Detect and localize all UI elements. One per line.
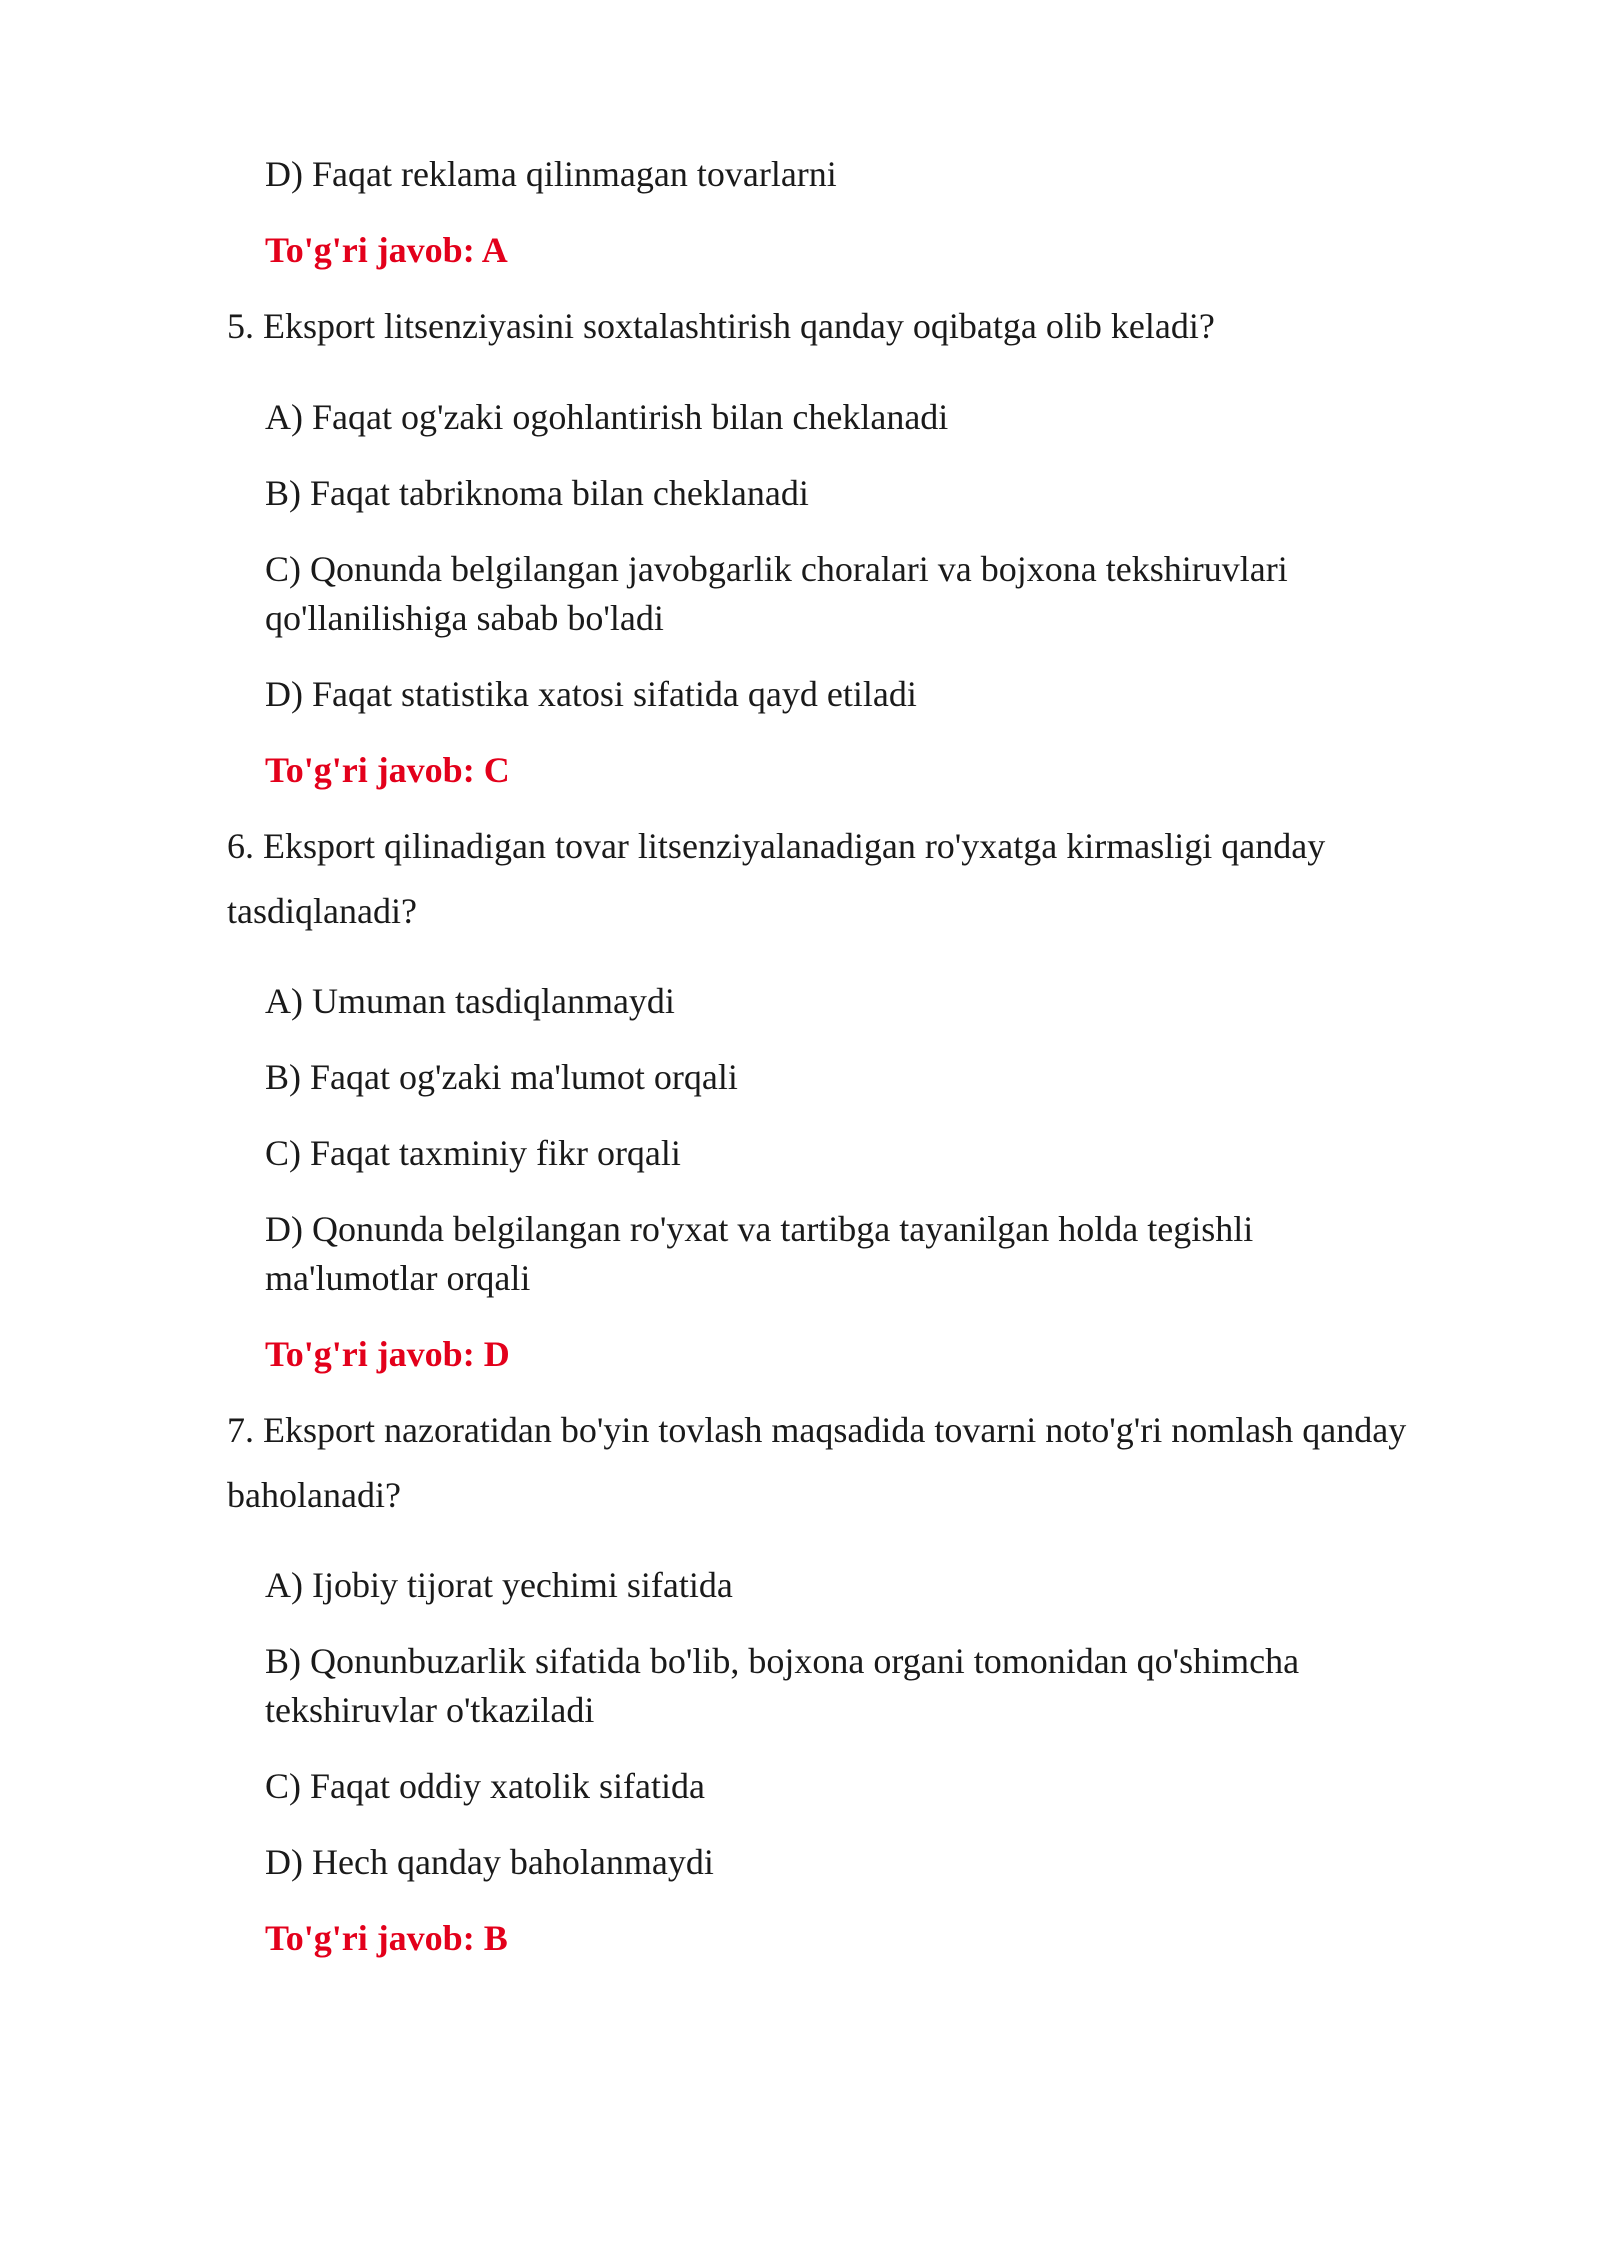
option-text: A) Faqat og'zaki ogohlantirish bilan cheklanadi: [265, 397, 949, 437]
option-text-continued: qo'llanilishiga sabab bo'ladi: [265, 598, 664, 638]
question-text-continued: baholanadi?: [227, 1475, 401, 1515]
option-text: D) Faqat reklama qilinmagan tovarlarni: [265, 154, 837, 194]
option-text: C) Faqat oddiy xatolik sifatida: [265, 1766, 705, 1806]
question-text: 7. Eksport nazoratidan bo'yin tovlash maqsadida tovarni noto'g'ri nomlash qanday: [227, 1410, 1407, 1450]
question-text-continued: tasdiqlanadi?: [227, 891, 417, 931]
option-text: D) Faqat statistika xatosi sifatida qayd etiladi: [265, 674, 917, 714]
option-text: A) Ijobiy tijorat yechimi sifatida: [265, 1565, 733, 1605]
option-text: D) Hech qanday baholanmaydi: [265, 1842, 714, 1882]
question-text: 6. Eksport qilinadigan tovar litsenziyalanadigan ro'yxatga kirmasligi qanday: [227, 826, 1326, 866]
question-text: 5. Eksport litsenziyasini soxtalashtirish qanday oqibatga olib keladi?: [227, 306, 1215, 346]
option-text: B) Qonunbuzarlik sifatida bo'lib, bojxona organi tomonidan qo'shimcha: [265, 1641, 1300, 1681]
correct-answer: To'g'ri javob: B: [265, 1918, 508, 1958]
option-text-continued: ma'lumotlar orqali: [265, 1258, 531, 1298]
option-text: C) Faqat taxminiy fikr orqali: [265, 1133, 681, 1173]
option-text: D) Qonunda belgilangan ro'yxat va tartibga tayanilgan holda tegishli: [265, 1209, 1254, 1249]
option-text: B) Faqat tabriknoma bilan cheklanadi: [265, 473, 809, 513]
option-text: B) Faqat og'zaki ma'lumot orqali: [265, 1057, 738, 1097]
correct-answer: To'g'ri javob: D: [265, 1334, 510, 1374]
option-text-continued: tekshiruvlar o'tkaziladi: [265, 1690, 595, 1730]
correct-answer: To'g'ri javob: A: [265, 230, 508, 270]
option-text: C) Qonunda belgilangan javobgarlik choralari va bojxona tekshiruvlari: [265, 549, 1288, 589]
option-text: A) Umuman tasdiqlanmaydi: [265, 981, 675, 1021]
correct-answer: To'g'ri javob: C: [265, 750, 510, 790]
